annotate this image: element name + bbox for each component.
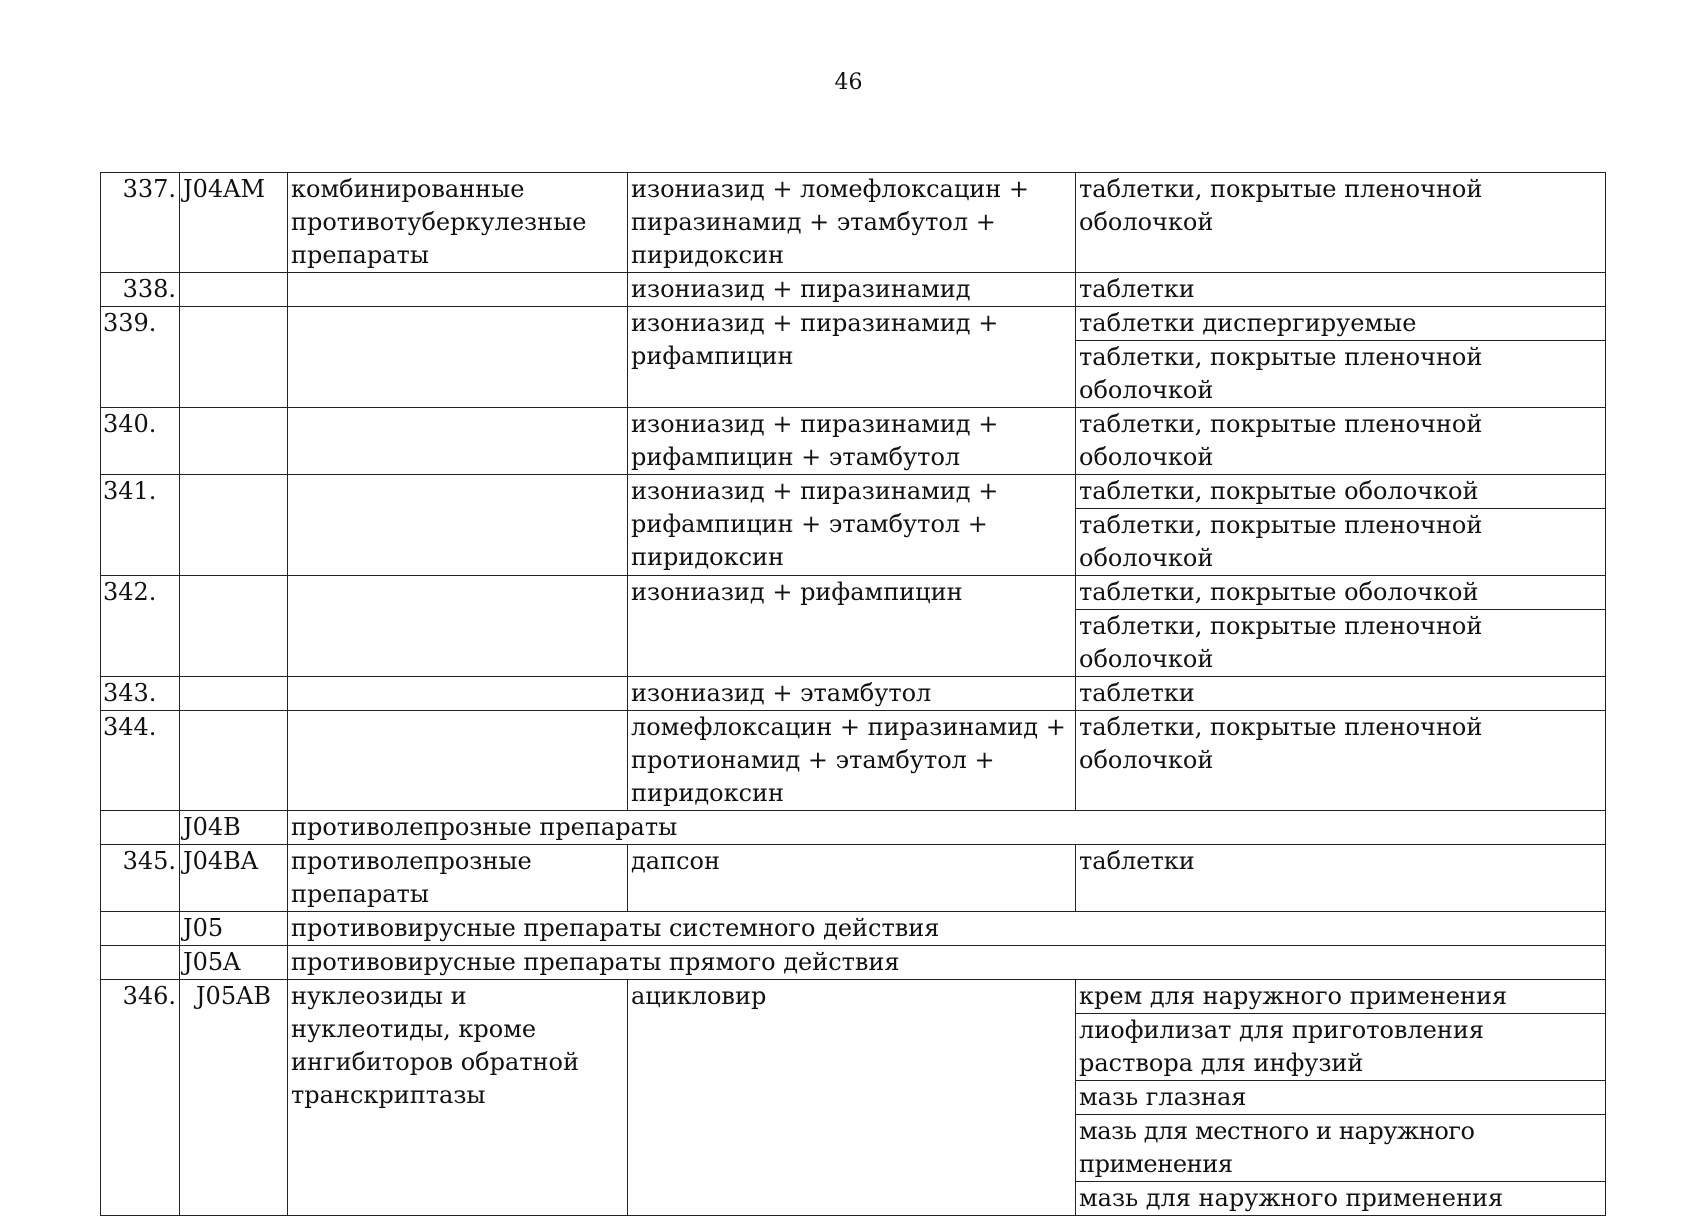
dosage-form: таблетки, покрытые пленочной оболочкой — [1076, 711, 1606, 811]
row-number: 338. — [101, 273, 180, 307]
drug-name: ацикловир — [628, 980, 1076, 1216]
table-row — [101, 811, 1606, 845]
drug-name: ломефлоксацин + пиразинамид + протионамид + этамбутол + пиридоксин — [628, 711, 1076, 811]
atc-code: J04AM — [180, 173, 288, 273]
atc-code: J05A — [180, 946, 288, 980]
group-name — [288, 475, 628, 576]
dosage-form: таблетки, покрытые пленочной оболочкой — [1076, 509, 1606, 576]
dosage-form: таблетки — [1076, 845, 1606, 912]
dosage-form: таблетки, покрытые оболочкой — [1076, 576, 1606, 610]
dosage-form: таблетки, покрытые пленочной оболочкой — [1076, 610, 1606, 677]
drug-name: изониазид + пиразинамид + рифампицин — [628, 307, 1076, 408]
table-row — [101, 576, 1606, 610]
atc-code: J04B — [180, 811, 288, 845]
table-row — [101, 677, 1606, 711]
table-row — [101, 845, 1606, 912]
group-name — [288, 307, 628, 408]
group-name: комбинированные противотуберкулезные препараты — [288, 173, 628, 273]
row-number: 339. — [101, 307, 180, 408]
dosage-form: таблетки диспергируемые — [1076, 307, 1606, 341]
atc-code — [180, 408, 288, 475]
dosage-form: таблетки — [1076, 677, 1606, 711]
atc-code — [180, 273, 288, 307]
table-row — [101, 946, 1606, 980]
drug-name: изониазид + пиразинамид — [628, 273, 1076, 307]
dosage-form: таблетки — [1076, 273, 1606, 307]
row-number — [101, 946, 180, 980]
group-name: нуклеозиды и нуклеотиды, кроме ингибиторов обратной транскриптазы — [288, 980, 628, 1216]
dosage-form: мазь для наружного применения — [1076, 1182, 1606, 1216]
group-name: противолепрозные препараты — [288, 845, 628, 912]
group-name — [288, 273, 628, 307]
group-name: противовирусные препараты прямого действия — [288, 946, 1606, 980]
group-name: противовирусные препараты системного действия — [288, 912, 1606, 946]
group-name: противолепрозные препараты — [288, 811, 1606, 845]
drug-name: изониазид + рифампицин — [628, 576, 1076, 677]
atc-code: J05AB — [180, 980, 288, 1216]
dosage-form: таблетки, покрытые оболочкой — [1076, 475, 1606, 509]
row-number: 345. — [101, 845, 180, 912]
dosage-form: таблетки, покрытые пленочной оболочкой — [1076, 341, 1606, 408]
drug-name: изониазид + пиразинамид + рифампицин + этамбутол — [628, 408, 1076, 475]
dosage-form: мазь для местного и наружного применения — [1076, 1115, 1606, 1182]
row-number: 342. — [101, 576, 180, 677]
dosage-form: таблетки, покрытые пленочной оболочкой — [1076, 408, 1606, 475]
row-number — [101, 912, 180, 946]
atc-code — [180, 307, 288, 408]
row-number: 341. — [101, 475, 180, 576]
table-row — [101, 475, 1606, 509]
atc-code: J04BA — [180, 845, 288, 912]
drug-table — [100, 172, 1606, 1216]
table-row — [101, 711, 1606, 811]
atc-code — [180, 475, 288, 576]
atc-code — [180, 677, 288, 711]
table-row — [101, 173, 1606, 273]
row-number: 344. — [101, 711, 180, 811]
drug-name: изониазид + ломефлоксацин + пиразинамид + этамбутол + пиридоксин — [628, 173, 1076, 273]
atc-code — [180, 711, 288, 811]
group-name — [288, 677, 628, 711]
row-number: 340. — [101, 408, 180, 475]
table-row — [101, 408, 1606, 475]
group-name — [288, 711, 628, 811]
row-number — [101, 811, 180, 845]
dosage-form: мазь глазная — [1076, 1081, 1606, 1115]
page-number: 46 — [834, 70, 863, 95]
row-number: 343. — [101, 677, 180, 711]
row-number: 346. — [101, 980, 180, 1216]
group-name — [288, 576, 628, 677]
atc-code: J05 — [180, 912, 288, 946]
dosage-form: крем для наружного применения — [1076, 980, 1606, 1014]
table-row — [101, 307, 1606, 341]
atc-code — [180, 576, 288, 677]
drug-name: изониазид + пиразинамид + рифампицин + этамбутол + пиридоксин — [628, 475, 1076, 576]
drug-name: изониазид + этамбутол — [628, 677, 1076, 711]
table-row — [101, 980, 1606, 1014]
group-name — [288, 408, 628, 475]
table-row — [101, 912, 1606, 946]
row-number: 337. — [101, 173, 180, 273]
dosage-form: лиофилизат для приготовления раствора для инфузий — [1076, 1014, 1606, 1081]
dosage-form: таблетки, покрытые пленочной оболочкой — [1076, 173, 1606, 273]
drug-name: дапсон — [628, 845, 1076, 912]
table-row — [101, 273, 1606, 307]
